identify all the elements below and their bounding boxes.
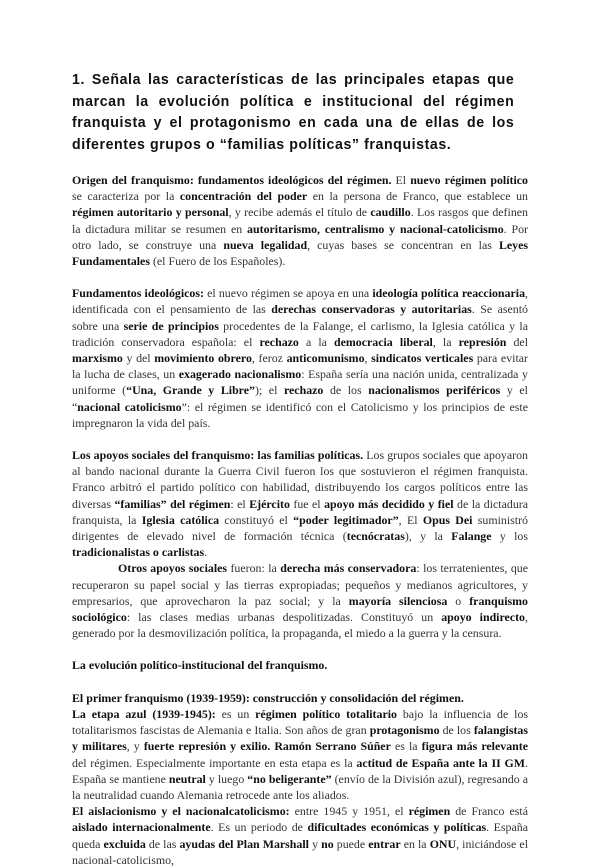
text: procedentes de la Falange, el carlismo, la Iglesia católica y la tradición conservadora española: el <box>72 318 529 349</box>
text: : España sería una nación unida, centralizada y uniforme ( <box>72 367 528 398</box>
text: el nuevo régimen se apoya en una <box>203 286 373 301</box>
bold-text: excluida <box>103 836 146 851</box>
bold-text: nacional catolicismo <box>77 399 182 414</box>
bold-text: Los apoyos sociales del franquismo: las familias políticas. <box>72 448 364 463</box>
bold-text: régimen <box>408 804 451 819</box>
paragraph-primer-franquismo <box>72 690 528 706</box>
text: . España queda <box>72 820 528 851</box>
spacer <box>72 431 528 447</box>
text: : las clases medias urbanas despolitizadas. Constituyó un <box>126 610 442 625</box>
spacer <box>72 674 528 690</box>
bold-text: figura más relevante <box>421 739 529 754</box>
text: , El <box>398 512 423 527</box>
text: entre 1945 y 1951, el <box>289 804 409 819</box>
text: . Se asentó sobre una <box>72 302 528 333</box>
bold-text: Ejército <box>249 496 290 511</box>
bold-text: Opus Dei <box>422 512 473 527</box>
bold-text: apoyo más decidido y fiel <box>324 496 454 511</box>
text: . <box>204 545 208 560</box>
text: . Es un periodo de <box>210 820 308 835</box>
paragraph-origen <box>72 172 528 269</box>
bold-text: nacionalismos periféricos <box>368 383 501 398</box>
bold-text: El primer franquismo (1939-1959): construcción y consolidación del régimen. <box>72 690 464 705</box>
bold-text: anticomunismo <box>286 351 365 366</box>
bold-text: actitud de España ante la II GM <box>356 755 525 770</box>
text: en la <box>400 836 430 851</box>
text: y <box>308 836 322 851</box>
text: ”: el régimen se identificó con el Catolicismo y los principios de este impregnaron la vida del país. <box>72 399 528 430</box>
bold-text: Leyes Fundamentales <box>72 237 529 269</box>
bold-text: derechas conservadoras y autoritarias <box>271 302 472 317</box>
text: , identificada con el pensamiento de las <box>72 286 529 317</box>
text: o <box>447 593 470 608</box>
text: fue el <box>289 496 325 511</box>
bold-text: franquismo sociológico <box>72 593 529 625</box>
bold-text: ideología política reaccionaria <box>372 286 526 301</box>
bold-text: no <box>321 836 334 851</box>
text: . Por otro lado, se construye una <box>72 221 529 252</box>
text: bajo la influencia de los totalitarismos fascistas de Alemania e Italia. Son años de gran <box>72 706 529 738</box>
text: , iniciándose el nacional-catolicismo, <box>72 836 529 867</box>
text: , y recibe además el título de <box>228 205 371 220</box>
text: , <box>364 351 372 366</box>
spacer <box>72 641 528 657</box>
text: y del <box>122 351 155 366</box>
bold-text: fuerte represión y exilio. Ramón Serrano Súñer <box>143 739 391 754</box>
spacer <box>72 269 528 285</box>
text: para evitar la lucha de clases, un <box>72 351 529 382</box>
text: . España se mantiene <box>72 755 528 786</box>
paragraph-otros-apoyos <box>72 560 528 641</box>
bold-text: Origen del franquismo: fundamentos ideológicos del régimen. <box>72 173 392 187</box>
bold-text: “Una, Grande y Libre” <box>126 383 255 398</box>
bold-text: sindicatos verticales <box>371 351 474 366</box>
text: de los <box>323 383 369 398</box>
bold-text: régimen político totalitario <box>255 706 397 721</box>
question-title: 1. Señala las características de las principales etapas que marcan la evolución política e institucional del régimen franquista y el protagonismo en cada una de ellas de los diferentes grupos o “familias políticas” franquistas. <box>72 72 515 153</box>
bold-text: democracia liberal <box>333 334 433 349</box>
document-body <box>72 172 528 868</box>
bold-text: derecha más conservadora <box>280 561 417 576</box>
paragraph-apoyos <box>72 447 528 560</box>
paragraph-fundamentos <box>72 285 528 431</box>
text: en la persona de Franco, que establece un <box>307 189 529 204</box>
text: constituyó el <box>219 512 294 527</box>
text: : los terratenientes, que recuperaron su papel social y las tierras expropiadas; pequeños y medianos agricultores, y empresarios, que aprovecharon la paz social; y la <box>72 561 528 608</box>
text: suministró dirigentes de elevado nivel de formación técnica ( <box>72 512 528 544</box>
text: . Los rasgos que definen la dictadura militar se resumen en <box>72 205 528 236</box>
bold-text: Iglesia católica <box>141 512 220 527</box>
bold-text: “familias” del régimen <box>114 496 231 511</box>
bold-text: rechazo <box>259 334 299 349</box>
text: , cuyas bases se concentran en las <box>307 237 499 252</box>
text: y luego <box>205 771 248 786</box>
bold-text: protagonismo <box>369 723 440 738</box>
text: ); el <box>254 383 284 398</box>
text: del <box>506 334 529 349</box>
bold-text: Fundamentos ideológicos: <box>72 286 204 301</box>
bold-text: exagerado nacionalismo <box>178 367 302 382</box>
bold-text: aislado internacionalmente <box>72 820 211 835</box>
bold-text: neutral <box>168 771 206 786</box>
text: ), y la <box>404 529 452 544</box>
text: , feroz <box>251 351 287 366</box>
paragraph-evolucion <box>72 657 528 673</box>
bold-text: represión <box>458 334 507 349</box>
text: (envío de la División azul), regresando a la neutralidad cuando Alemania retrocede ante los aliados. <box>72 771 528 802</box>
text: a la <box>298 334 334 349</box>
bold-text: tecnócratas <box>346 529 405 544</box>
text: (el Fuero de los Españoles). <box>149 254 286 269</box>
paragraph-aislacionismo <box>72 803 528 868</box>
text: y el “ <box>72 383 528 414</box>
bold-text: falangistas y militares <box>72 723 528 754</box>
text: , la <box>432 334 459 349</box>
bold-text: concentración del poder <box>179 189 308 204</box>
bold-text: nueva legalidad <box>223 237 308 252</box>
bold-text: La etapa azul (1939-1945): <box>72 706 216 721</box>
text: del régimen. Especialmente importante en esta etapa es la <box>72 755 357 770</box>
bold-text: La evolución político-institucional del franquismo. <box>72 658 328 673</box>
bold-text: “poder legitimador” <box>293 512 399 527</box>
text: puede <box>333 836 369 851</box>
bold-text: caudillo <box>370 205 411 220</box>
bold-text: dificultades económicas y políticas <box>307 820 487 835</box>
bold-text: ayudas del Plan Marshall <box>179 836 309 851</box>
bold-text: nuevo régimen político <box>410 173 528 187</box>
text: de la dictadura franquista, la <box>72 496 529 527</box>
bold-text: tradicionalistas o carlistas <box>72 545 205 560</box>
text: de los <box>439 723 474 738</box>
bold-text: Otros apoyos sociales <box>118 561 228 576</box>
bold-text: régimen autoritario y personal <box>72 205 229 220</box>
bold-text: apoyo indirecto <box>441 610 526 625</box>
bold-text: mayoría silenciosa <box>348 593 448 608</box>
text: El <box>391 173 411 187</box>
text: de las <box>145 836 180 851</box>
text: y los <box>491 529 528 544</box>
text: de Franco está <box>450 804 528 819</box>
spacer <box>72 156 528 172</box>
text: es un <box>215 706 256 721</box>
bold-text: ONU <box>429 836 457 851</box>
text: , generado por la desmovilización política, la propaganda, el miedo a la guerra y la censura. <box>72 610 528 641</box>
paragraph-etapa-azul <box>72 706 528 803</box>
text: es la <box>390 739 422 754</box>
text: : el <box>230 496 250 511</box>
bold-text: serie de principios <box>123 318 219 333</box>
text: fueron: la <box>227 561 281 576</box>
bold-text: Falange <box>451 529 492 544</box>
bold-text: autoritarismo, centralismo y nacional-catolicismo <box>247 221 504 236</box>
text: se caracteriza por la <box>72 189 180 204</box>
document-page <box>72 70 528 868</box>
bold-text: entrar <box>368 836 401 851</box>
text: Los grupos sociales que apoyaron al bando nacional durante la Guerra Civil fueron los que sostuvieron el régimen franquista. Franco arbitró el partido político con habilidad, distribuyendo los cargos políticos entre las diversas <box>72 448 528 511</box>
text: , y <box>126 739 144 754</box>
bold-text: “no beligerante” <box>247 771 332 786</box>
bold-text: movimiento obrero <box>154 351 252 366</box>
bold-text: El aislacionismo y el nacionalcatolicismo: <box>72 804 290 819</box>
bold-text: rechazo <box>283 383 324 398</box>
bold-text: marxismo <box>72 351 123 366</box>
